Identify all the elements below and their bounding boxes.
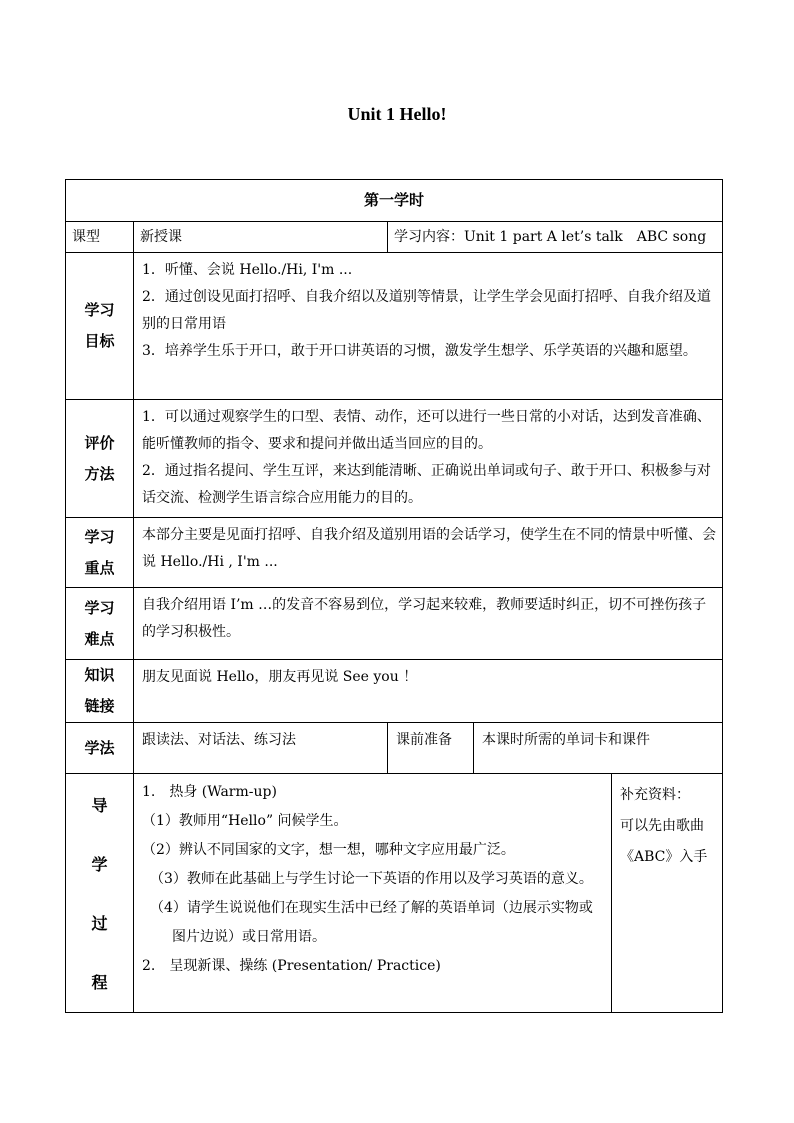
process-content <box>134 774 612 1013</box>
process-row <box>66 774 723 1013</box>
process-step: 1. 热身 (Warm-up) <box>142 784 277 800</box>
process-step: 2. 呈现新课、操练 (Presentation/ Practice) <box>142 958 441 974</box>
methods-row <box>66 723 723 774</box>
methods-value: 跟读法、对话法、练习法 <box>134 723 388 774</box>
difficulties-content: 自我介绍用语 I’m …的发音不容易到位，学习起来较难，教师要适时纠正，切不可挫伤孩子的学习积极性。 <box>134 588 723 660</box>
section-header-row <box>66 180 723 222</box>
process-step: （2）辨认不同国家的文字，想一想，哪种文字应用最广泛。 <box>142 842 515 858</box>
process-label: 导 学 过 程 <box>66 774 134 1013</box>
key-points-label: 学习 重点 <box>66 518 134 588</box>
prep-label: 课前准备 <box>388 723 474 774</box>
difficulties-label: 学习 难点 <box>66 588 134 660</box>
goal-item: 1．听懂、会说 Hello./Hi, I'm ... <box>142 262 353 278</box>
course-type-row <box>66 222 723 253</box>
difficulties-row <box>66 588 723 660</box>
evaluation-row <box>66 400 723 518</box>
document-title: Unit 1 Hello! <box>347 104 447 124</box>
section-title: 第一学时 <box>66 180 723 222</box>
learning-content: 学习内容：Unit 1 part A let’s talk ABC song <box>388 222 723 253</box>
supplement-text: 可以先由歌曲《ABC》入手 <box>620 818 708 865</box>
lesson-plan-table <box>65 179 723 1013</box>
knowledge-row <box>66 660 723 723</box>
process-step: （3）教师在此基础上与学生讨论一下英语的作用以及学习英语的意义。 <box>150 871 593 887</box>
course-type-label: 课型 <box>66 222 134 253</box>
key-points-row <box>66 518 723 588</box>
evaluation-label: 评价 方法 <box>66 400 134 518</box>
methods-label: 学法 <box>66 723 134 774</box>
evaluation-content <box>134 400 723 518</box>
supplement-content <box>612 774 723 1013</box>
evaluation-item: 2．通过指名提问、学生互评，来达到能清晰、正确说出单词或句子、敢于开口、积极参与对话交流、检测学生语言综合应用能力的目的。 <box>142 463 711 506</box>
goals-content <box>134 253 723 400</box>
knowledge-label: 知识 链接 <box>66 660 134 723</box>
course-type-value: 新授课 <box>134 222 388 253</box>
prep-value: 本课时所需的单词卡和课件 <box>474 723 723 774</box>
goals-label: 学习 目标 <box>66 253 134 400</box>
process-step: （1）教师用“Hello” 问候学生。 <box>142 813 348 829</box>
key-points-content: 本部分主要是见面打招呼、自我介绍及道别用语的会话学习，使学生在不同的情景中听懂、会说 Hello./Hi , I'm ... <box>134 518 723 588</box>
goal-item: 2．通过创设见面打招呼、自我介绍以及道别等情景，让学生学会见面打招呼、自我介绍及道别的日常用语 <box>142 289 711 332</box>
knowledge-content: 朋友见面说 Hello，朋友再见说 See you ！ <box>134 660 723 723</box>
goal-item: 3．培养学生乐于开口，敢于开口讲英语的习惯，激发学生想学、乐学英语的兴趣和愿望。 <box>142 343 697 359</box>
supplement-title: 补充资料： <box>620 787 690 803</box>
goals-row <box>66 253 723 400</box>
process-step: （4）请学生说说他们在现实生活中已经了解的英语单词（边展示实物或图片边说）或日常用语。 <box>150 900 593 945</box>
evaluation-item: 1．可以通过观察学生的口型、表情、动作，还可以进行一些日常的小对话，达到发音准确、能听懂教师的指令、要求和提问并做出适当回应的目的。 <box>142 409 711 452</box>
